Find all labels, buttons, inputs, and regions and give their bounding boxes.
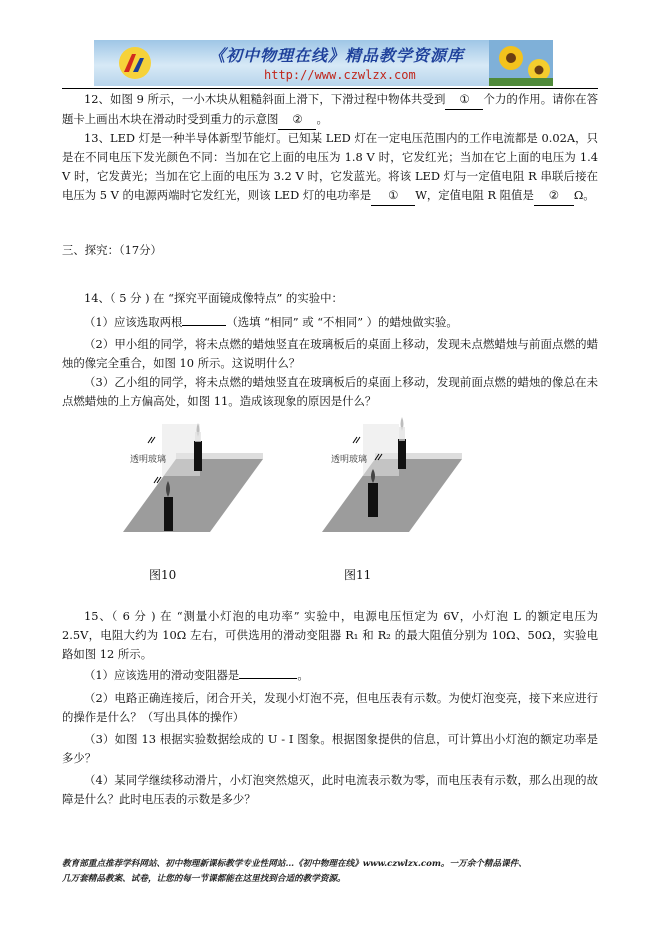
glass-label: 透明玻璃	[331, 455, 368, 465]
sunflower-icon	[489, 40, 553, 86]
q14-part-1	[62, 313, 598, 332]
q13-blank-2[interactable]: ②	[534, 186, 574, 206]
candle-front	[164, 497, 173, 531]
figure-11-caption: 图11	[344, 568, 372, 582]
glass-plate	[363, 424, 399, 476]
q15-part-1	[62, 666, 598, 685]
q12-text-a: 12、如图 9 所示，一小木块从粗糙斜面上滑下，下滑过程中物体共受到	[84, 92, 446, 106]
header-rule	[62, 88, 598, 89]
q15-blank-1[interactable]	[239, 678, 297, 679]
candle-front	[368, 483, 378, 517]
figure-11-diagram	[317, 415, 467, 540]
glass-label: 透明玻璃	[130, 455, 167, 465]
question-13	[62, 129, 598, 206]
q15-part1-text-a: （1）应该选用的滑动变阻器是	[84, 668, 240, 682]
candle-behind	[194, 441, 202, 471]
q15-part1-text-b: 。	[297, 668, 309, 682]
q12-blank-2[interactable]: ②	[278, 110, 316, 130]
q13-text-b: W，定值电阻 R 阻值是	[415, 188, 534, 202]
page-footer	[62, 857, 598, 887]
header-banner	[94, 40, 553, 86]
q15-part-3: （3）如图 13 根据实验数据绘成的 U - I 图象。根据图象提供的信息，可计算出小灯泡的额定功率是多少？	[62, 732, 598, 765]
q13-text-a: 13、LED 灯是一种半导体新型节能灯。已知某 LED 灯在一定电压范围内的工作电流都是 0.02A，只是在不同电压下发光颜色不同：当加在它上面的电压为 1.8 V 时，它发红光；当加在它上面的电压为 1.4 V 时，它发黄光；当加在它上面的电压为 3.2 V 时，它发蓝光。将该 LED 灯与一定值电阻 R 串联后接在电压为 5 V 的电源两端时它发红光，则该 LED 灯的电功率是	[62, 131, 598, 202]
q13-blank-1[interactable]: ①	[371, 186, 415, 206]
section-3-heading: 三、探究：（17分）	[62, 243, 162, 257]
q14-part-3: （3）乙小组的同学，将未点燃的蜡烛竖直在玻璃板后的桌面上移动，发现前面点燃的蜡烛的像总在未点燃蜡烛的上方偏高处，如图 11。造成该现象的原因是什么？	[62, 375, 598, 408]
figure-10-caption: 图10	[149, 568, 177, 582]
q15-intro: 15、（ 6 分 ) 在 “测量小灯泡的电功率” 实验中，电源电压恒定为 6V，小灯泡 L 的额定电压为 2.5V，电阻大约为 10Ω 左右，可供选用的滑动变阻器 R₁ 和 R₂ 的最大阻值分别为 10Ω、50Ω，实验电路如图 12 所示。	[62, 609, 598, 661]
site-logo-icon	[118, 46, 152, 80]
q14-part1-text-a: （1）应该选取两根	[84, 315, 183, 329]
banner-url[interactable]: http://www.czwlzx.com	[264, 68, 416, 82]
footer-line-2: 几万套精品教案、试卷，让您的每一节课都能在这里找到合适的教学资源。	[62, 874, 346, 884]
q12-blank-1[interactable]: ①	[445, 90, 483, 110]
q12-text-c: 。	[316, 112, 328, 126]
footer-line-1: 教育部重点推荐学科网站、初中物理新课标教学专业性网站…《初中物理在线》www.czwlzx.com。一万余个精品课件、	[62, 859, 527, 869]
q12-text-b: 个力的作用。请你在答题卡上画出木块在滑动时受到重力的示意图	[62, 92, 598, 126]
q14-intro: 14、（ 5 分 ) 在 “探究平面镜成像特点” 的实验中：	[84, 291, 343, 305]
q14-part1-text-b: （选填 “相同” 或 “不相同” ）的蜡烛做实验。	[226, 315, 458, 329]
banner-title: 《初中物理在线》精品教学资源库	[209, 46, 465, 65]
question-12	[62, 90, 598, 130]
q13-text-c: Ω。	[573, 188, 595, 202]
q15-part-2: （2）电路正确连接后，闭合开关，发现小灯泡不亮，但电压表有示数。为使灯泡变亮，接下来应进行的操作是什么？（写出具体的操作）	[62, 691, 598, 724]
figure-10-diagram	[118, 415, 268, 540]
q15-part-4: （4）某同学继续移动滑片，小灯泡突然熄灭，此时电流表示数为零，而电压表有示数，那么出现的故障是什么？此时电压表的示数是多少？	[62, 773, 598, 806]
candle-behind	[398, 439, 406, 469]
q14-blank-1[interactable]	[182, 325, 226, 326]
q14-part-2: （2）甲小组的同学，将未点燃的蜡烛竖直在玻璃板后的桌面上移动，发现未点燃蜡烛与前面点燃的蜡烛的像完全重合，如图 10 所示。这说明什么？	[62, 337, 598, 370]
